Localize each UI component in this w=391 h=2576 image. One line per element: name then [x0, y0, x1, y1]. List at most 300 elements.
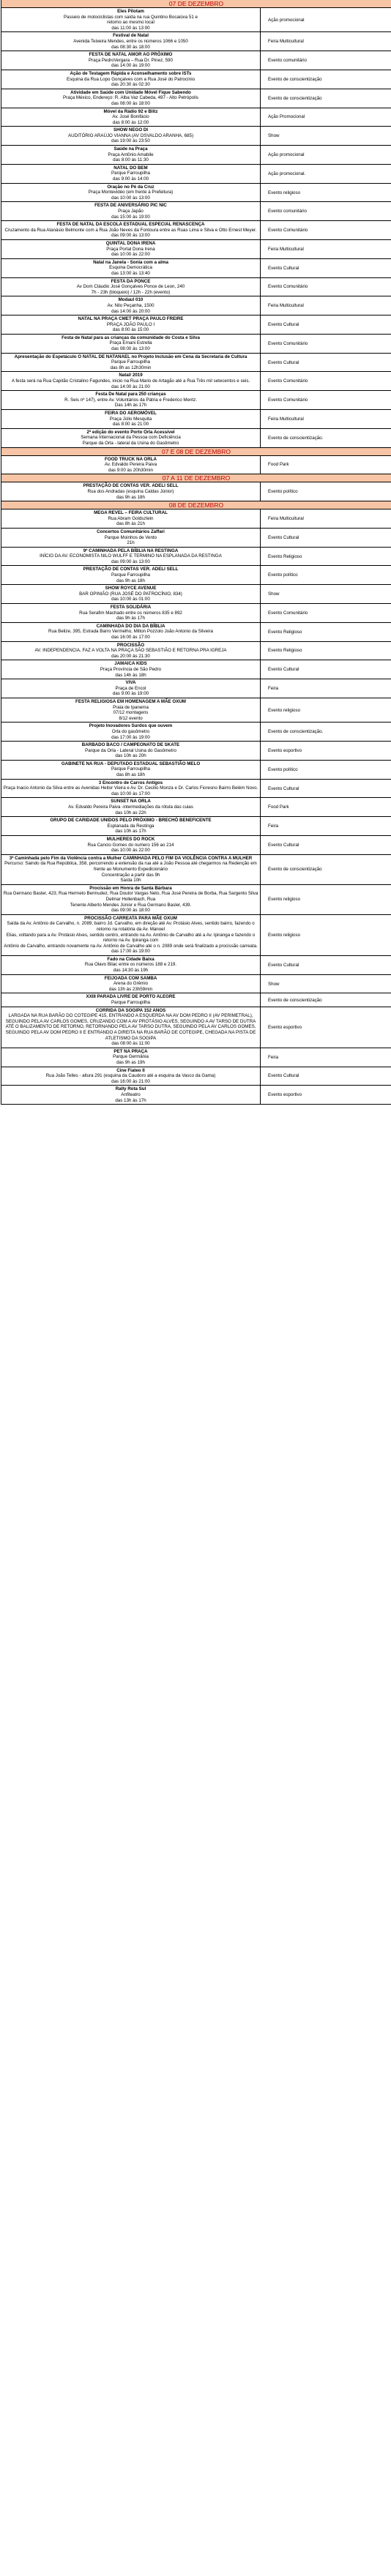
date-band: 07 A 11 DE DEZEMBRO — [1, 474, 391, 482]
event-cell — [1, 679, 261, 698]
event-detail: Rua dos Andradas (esquina Caldas Júnior) — [87, 488, 174, 494]
event-title: Festa De Natal para 250 crianças — [95, 392, 166, 397]
event-detail: Praça Província de São Pedro — [100, 666, 162, 672]
event-row — [1, 184, 391, 203]
event-row — [1, 780, 391, 799]
event-cell — [1, 1048, 261, 1067]
event-category: Evento esportivo — [268, 747, 302, 753]
event-title: Projeto Inovadores Surdos que ouvem — [89, 723, 173, 729]
event-row — [1, 915, 391, 956]
event-title: NATAL NA PRAÇA CMET PRAÇA PAULO FREIRE — [78, 316, 184, 322]
event-title: Natal na Janela - Sonia com a alma — [93, 259, 168, 265]
event-detail: das 9:00 às 14:00 — [112, 176, 149, 182]
event-detail: das 13:00 às 13:40 — [111, 270, 150, 276]
event-title: Cine Fiateo II — [116, 1067, 145, 1073]
event-detail: das 9:00 às 20h30min — [108, 467, 153, 473]
event-row — [1, 410, 391, 429]
event-category: Evento político — [268, 489, 298, 495]
event-category: Feira Multicultural — [268, 303, 304, 309]
event-cell — [1, 548, 261, 566]
event-category: Evento de conscientização — [268, 867, 322, 873]
event-detail: das 8:00 às 15:00 — [112, 327, 149, 333]
event-detail: das 8h às 21h — [116, 521, 145, 527]
event-title: CAMINHADA DO DIA DA BÍBLIA — [96, 623, 165, 629]
event-detail: INÍCIO DA AV. ECONOMISTA NILO WULFF E TERMINO NA ESPLANADA DA RESTINGA — [40, 553, 222, 559]
event-row — [1, 278, 391, 297]
event-detail: Parque Farroupilha — [111, 1000, 150, 1006]
event-detail: das 8h as 12h30min — [110, 365, 152, 370]
event-detail: das 14:00 às 21:00 — [111, 384, 150, 389]
event-detail: Avenida Teixeira Mendes, entre os números 1066 e 1050 — [73, 38, 188, 44]
event-title: 2ª edição do evento Porto Orla Acessível — [86, 429, 175, 435]
event-row — [1, 108, 391, 127]
event-row — [1, 127, 391, 146]
event-category: Evento de conscientização — [268, 95, 322, 101]
event-category: Evento esportivo — [268, 1024, 302, 1030]
event-detail: Rua Olavo Bilac entre os números 188 e 219. — [84, 962, 177, 968]
event-detail: Rua Serafim Machado entre os números 835 e 892 — [79, 610, 182, 616]
event-cell — [1, 915, 261, 955]
event-title: Procissão em Honra de Santa Bárbara — [89, 885, 172, 891]
event-detail: Rua Belize, 395, Estrada Barro Vermelho, Milton Pozzolo João Antonio da Silveira — [48, 629, 213, 635]
event-row — [1, 529, 391, 548]
event-detail: das 8:00 às 21:00 — [112, 422, 149, 428]
event-cell — [1, 8, 261, 31]
event-category: Evento Comunitário — [268, 228, 308, 234]
event-row — [1, 221, 391, 240]
event-detail: das 8:00 às 12:00 — [112, 119, 149, 125]
event-title: FOOD TRUCK NA ORLA — [105, 456, 157, 462]
event-category: Evento Cultural — [268, 534, 299, 540]
event-cell — [1, 780, 261, 798]
event-title: SHOW NEGO DI — [113, 127, 149, 133]
event-detail: Av. Nilo Peçanha, 1500 — [107, 302, 154, 308]
event-detail: das 20:00 às 21:30 — [111, 653, 150, 659]
event-detail: das 09:00 às 13:00 — [111, 233, 150, 239]
event-detail: das 08:00 às 13:00 — [111, 346, 150, 352]
event-category: Evento de conscientização — [268, 76, 322, 82]
event-detail: das 9h às 17h — [116, 616, 145, 621]
event-row — [1, 456, 391, 475]
event-detail: das 9h as 18h — [116, 494, 145, 500]
event-detail: das 10h as 17h — [115, 829, 146, 835]
event-detail: AV. INDEPENDENCIA, FAZ A VOLTA NA PRAÇA SÃO SEBASTIÃO E RETORNA PRA IGREJA — [34, 648, 227, 654]
event-title: Rally Rota Sul — [115, 1086, 146, 1092]
event-detail: das 14:30 às 19h — [113, 968, 149, 974]
event-category: Feira — [268, 1054, 279, 1060]
event-detail: das 16:00 às 21:00 — [111, 1078, 150, 1084]
event-detail: das 10:00 às 01:00 — [111, 597, 150, 602]
event-row — [1, 1048, 391, 1067]
event-detail: Esplanada da Restinga — [107, 823, 154, 829]
event-row — [1, 885, 391, 915]
event-detail: Praça Ernani Estrella — [109, 340, 152, 346]
event-cell — [1, 993, 261, 1006]
event-row — [1, 548, 391, 567]
event-category: Evento Religioso — [268, 648, 302, 654]
event-cell — [1, 108, 261, 127]
event-detail: Parque da Orla - lateral da Usina do Gasômetro — [82, 440, 179, 446]
event-detail: PRAÇA JOÃO PAULO I — [106, 321, 155, 327]
event-detail: Praça Portal Dona Irena — [106, 246, 155, 252]
event-cell — [1, 429, 261, 447]
event-detail: das 14:00 às 20:00 — [111, 308, 150, 314]
event-cell — [1, 585, 261, 603]
event-detail: das 15:00 às 19:00 — [111, 214, 150, 220]
event-cell — [1, 202, 261, 220]
event-title: Ação de Testagem Rápida e Aconselhamento sobre ISTs — [70, 70, 192, 76]
event-category: Evento Comunitário — [268, 284, 308, 290]
event-schedule-sheet — [1, 0, 391, 1105]
event-title: FESTA SOLIDÁRIA — [110, 605, 152, 611]
event-cell — [1, 1067, 261, 1086]
event-cell — [1, 89, 261, 108]
event-detail: das 11:00 às 13:00 — [111, 25, 150, 31]
event-row — [1, 642, 391, 661]
event-detail: Rua Germano Baster, 423; Rua Hermeto Bermudez, Rua Doutor Vargas Neto, Rua José Pereira de Borba, Rua Sargento Silva Delmar Hollenbach, Rua — [3, 891, 258, 902]
event-title: MEGA REVEL – FEIRA CULTURAL — [94, 510, 168, 516]
event-category: Evento de conscientização. — [268, 729, 324, 735]
event-cell — [1, 70, 261, 89]
event-title: 9ª CAMINHADA PELA BÍBLIA NA RESTINGA — [83, 548, 179, 553]
event-row — [1, 32, 391, 51]
event-detail: das 10h as 22h — [115, 810, 146, 815]
event-cell — [1, 146, 261, 164]
event-detail: Parque da Orla - Lateral Usina do Gasômetro — [85, 747, 176, 753]
event-category: Evento religioso — [268, 897, 301, 903]
event-cell — [1, 642, 261, 660]
event-row — [1, 51, 391, 70]
event-detail: Parque Farroupilha — [111, 766, 150, 772]
event-title: FESTA DE NATAL DA ESCOLA ESTADUAL ESPECIAL RENASCENÇA — [56, 222, 205, 228]
event-category: Feira Multicultural — [268, 416, 304, 422]
event-category: Evento Cultural — [268, 321, 299, 327]
event-title: FESTA DE ANIVERSÁRIO PIC NIC — [94, 203, 167, 209]
date-band: 08 DE DEZEMBRO — [1, 501, 391, 509]
event-cell — [1, 742, 261, 760]
event-cell — [1, 316, 261, 334]
event-title: GABINETE NA RUA - DEPUTADO ESTADUAL SEBASTIÃO MELO — [61, 761, 201, 766]
event-detail: 07/12 montagens — [113, 710, 149, 716]
event-row — [1, 165, 391, 184]
event-detail: Av. Edvaldo Pereira Paiva -intermediações da rótula das cuias — [68, 804, 193, 810]
event-category: Ação Promocional — [268, 114, 305, 120]
event-cell — [1, 184, 261, 202]
event-detail: das 14h às 18h — [115, 672, 146, 678]
event-detail: LARGADA NA RUA BARÃO DO COTEGIPE 415, ENTRANDO A ESQUERDA NA AV DOM PEDRO II (AV PERIMETRAL), SEGUINDO PELA AV CARLOS GOMES, CRUZANDO COM A AV PROTÁSIO ALVES, SEGUINDO A AV TARSO DE DUTRA ATÉ O BALIZAMENTO DE RETORNO, RETORNANDO PELA AV TARSO DUTRA, SEGUINDO PELA AV CARLOS GOMES, SEGUINDO PELA AV DOM PEDRO II E ENTRANDO A DIREITA NA RUA BARÃO DE COTEGIPE, CHEGADA NA PISTA DE ATLETISMO DA SOGIPA — [5, 1013, 256, 1041]
event-detail: Arena do Grêmio — [113, 981, 149, 987]
event-title: JAMAICA KIDS — [114, 661, 147, 667]
event-detail: 7h - 23h (bloqueio) / 12h - 22h (evento) — [91, 289, 171, 295]
event-cell — [1, 723, 261, 741]
event-category: Evento político — [268, 572, 298, 578]
event-title: Festival de Natal — [113, 33, 149, 39]
event-row — [1, 742, 391, 761]
event-category: Evento Cultural — [268, 265, 299, 271]
event-cell — [1, 278, 261, 296]
event-category: Feira Multicultural — [268, 246, 304, 252]
event-category: Evento comunitário — [268, 58, 307, 64]
event-row — [1, 1007, 391, 1048]
event-detail: Av. Edvaldo Pereira Paiva — [104, 462, 157, 468]
event-detail: Praça PedroVergara – Rua Dr. Pinez, 590 — [89, 57, 173, 63]
event-category: Evento Cultural — [268, 842, 299, 848]
event-row — [1, 89, 391, 108]
event-title: 3 Encontro de Carros Antigos — [98, 780, 163, 785]
event-detail: Rua João Telles - altura 291 (esquina da Caudoro até a esquina da Vasco da Gama) — [45, 1073, 216, 1079]
event-title: Atividade em Saúde com Unidade Móvel Fique Sabendo — [70, 89, 191, 95]
event-row — [1, 202, 391, 221]
event-cell — [1, 817, 261, 835]
event-title: VIVA — [125, 680, 136, 686]
event-category: Show — [268, 591, 280, 597]
event-title: SUNSET NA ORLA — [111, 799, 151, 804]
event-category: Evento Religioso — [268, 553, 302, 559]
event-title: Móvel da Rádio 92 e Blitz — [103, 108, 158, 114]
event-cell — [1, 51, 261, 70]
event-detail: Concentração a partir das 9h — [101, 872, 160, 878]
event-detail: Antônio de Carvalho, entrando novamente na Av. Antônio de Carvalho até o n. 2089 onde será finalizado a procissão carreata. — [4, 943, 258, 949]
event-title: Oração no Pé da Cruz — [107, 184, 154, 190]
event-title: Modaul 010 — [118, 297, 144, 303]
event-detail: das 10:00 às 22:00 — [111, 252, 150, 258]
event-title: Natal/ 2019 — [119, 373, 143, 378]
event-category: Evento de conscientização — [268, 997, 322, 1003]
event-detail: Percurso: Saindo da Rua República, 358, percorrendo a extensão da rua até a João Pessoa até chegarmos na Redenção em frente ao Monumento Expedicionário — [4, 861, 257, 872]
event-cell — [1, 165, 261, 183]
event-detail: Anfiteatro — [121, 1091, 141, 1097]
event-row — [1, 1067, 391, 1086]
event-cell — [1, 509, 261, 528]
event-row — [1, 391, 391, 410]
event-category: Evento Cultural — [268, 785, 299, 791]
event-row — [1, 335, 391, 354]
event-detail: Praça Japão — [118, 209, 144, 214]
event-cell — [1, 372, 261, 390]
event-cell — [1, 956, 261, 974]
event-row — [1, 70, 391, 89]
event-detail: das 14:00 às 19:00 — [111, 63, 150, 69]
event-cell — [1, 566, 261, 584]
event-category: Evento Comunitário — [268, 378, 308, 384]
event-detail: das 16:00 às 17:00 — [111, 635, 150, 640]
event-title: PRESTAÇÃO DE CONTAS VER. ADELI SELL — [83, 567, 179, 572]
event-category: Feira Multicultural — [268, 516, 304, 522]
event-detail: Cruzamento da Rua Atanásio Belmonte com a Rua João Neves da Fontoura entre as Ruas Lima e Silva e Otto Ernest Meyer. — [4, 227, 257, 233]
event-detail: das 17:00 às 19:00 — [111, 734, 150, 740]
event-detail: Das 14h às 17h — [114, 403, 147, 408]
event-title: BARBADO BACO / CAMPEONATO DE SKATE — [81, 742, 180, 748]
event-cell — [1, 855, 261, 884]
event-category: Feira Multicultural — [268, 39, 304, 45]
event-row — [1, 316, 391, 335]
event-cell — [1, 410, 261, 428]
event-title: SHOW ROYCE AVENUE — [105, 586, 157, 591]
event-row — [1, 8, 391, 32]
event-title: FEIJOADA COM SAMBA — [104, 975, 157, 981]
event-detail: das 09:00 às 18:00 — [111, 908, 150, 914]
event-detail: R. Seis nº 147), entre Av. Voluntários da Pátria e Frederico Mentz. — [64, 397, 197, 403]
event-category: Ação promocional. — [268, 171, 306, 176]
event-detail: Saída da Av. Antônio de Carvalho, n. 2089, bairro Jd. Carvalho, em direção até Av. Protásio Alves, sentido bairro, fazendo o retorno na rotatória da Av. Manoel — [7, 921, 255, 932]
event-cell — [1, 259, 261, 277]
event-category: Evento religioso — [268, 190, 301, 195]
event-title: Fado na Cidade Baixa — [107, 956, 154, 962]
event-detail: das 10:00 às 13:00 — [111, 195, 150, 201]
event-cell — [1, 698, 261, 722]
event-detail: Praça Júlio Mesquita — [109, 416, 152, 422]
event-detail: Rua Abram Goldsztein — [108, 515, 154, 521]
event-row — [1, 296, 391, 316]
event-cell — [1, 296, 261, 315]
event-row — [1, 604, 391, 623]
date-band: 07 E 08 DE DEZEMBRO — [1, 448, 391, 456]
event-category: Show — [268, 981, 280, 987]
event-detail: das 10:00 às 22:00 — [111, 848, 150, 854]
event-title: Concertos Comunitários Zaffari — [97, 529, 165, 534]
event-category: Evento comunitário — [268, 209, 307, 214]
event-title: GRUPO DE CARIDADE UNIDOS PELO PRÓXIMO - BRECHÓ BENEFICENTE — [50, 818, 212, 824]
event-detail: A festa será na Rua Capitão Cristalino Fagundes, inicio na Rua Mario de Artagão até a Rua Três mil setecentos e seis. — [11, 378, 250, 384]
event-detail: Parque Farroupilha — [111, 171, 150, 176]
event-detail: BAR OPINIÃO (RUA JOSÉ DO PATROCÍNIO, 834) — [79, 591, 182, 597]
event-title: PROCISSÃO — [116, 642, 145, 648]
event-title: NATAL DO BEM — [113, 165, 148, 171]
event-title: QUINTAL DONA IRENA — [105, 240, 156, 246]
event-title: Eles Pilotam — [117, 9, 144, 14]
event-category: Evento Comunitário — [268, 397, 308, 403]
event-cell — [1, 623, 261, 641]
event-cell — [1, 604, 261, 622]
event-cell — [1, 240, 261, 258]
event-title: Apresentação do Espetáculo O NATAL DE NATANAEL no Projeto Inclusão em Cena da Secretaria de Cultura — [14, 354, 247, 359]
event-category: Evento político — [268, 766, 298, 772]
event-detail: Parque Moinhos de Vento — [104, 534, 157, 540]
event-title: FESTA DE NATAL AMOR AO PRÓXIMO — [89, 52, 173, 58]
event-detail: das 9h as 18h — [116, 578, 145, 583]
event-row — [1, 975, 391, 994]
event-detail: das 09:00 às 13:00 — [111, 559, 150, 564]
event-detail: das 9:00 às 19:00 — [112, 691, 149, 697]
event-row — [1, 660, 391, 679]
event-detail: Praça de Encol — [115, 685, 146, 691]
event-detail: Elias, voltando para a Av. Protásio Alves, sentido centro, entrando na Av. Antônio de Carvalho até a Av. Ipiranga e fazendo o retorno na Av. Ipiranga com — [6, 932, 256, 944]
event-row — [1, 798, 391, 817]
event-row — [1, 509, 391, 529]
event-detail: Praça Montevidéo (em frente à Prefeitura) — [88, 190, 174, 195]
event-cell — [1, 32, 261, 51]
event-title: PRESTAÇÃO DE CONTAS VER. ADELI SELL — [83, 483, 179, 489]
event-title: FEIRA DO AEROMÓVEL — [105, 411, 157, 416]
event-detail: 8/12 evento — [119, 715, 143, 721]
event-detail: Esquina Democrática — [109, 265, 152, 271]
event-row — [1, 817, 391, 836]
event-row — [1, 623, 391, 642]
event-row — [1, 566, 391, 585]
event-category: Evento Cultural — [268, 667, 299, 673]
event-category: Feira — [268, 824, 279, 829]
event-category: Evento de conscientização. — [268, 435, 324, 441]
event-category: Food Park — [268, 462, 289, 468]
event-cell — [1, 761, 261, 779]
event-detail: Tenente Alberto Mendes Júnior e Rua Germano Basler, 439. — [70, 902, 192, 908]
event-category: Ação promocional — [268, 17, 305, 23]
event-category: Evento Comunitário — [268, 610, 308, 616]
event-row — [1, 698, 391, 723]
event-row — [1, 723, 391, 742]
event-cell — [1, 391, 261, 409]
event-category: Evento Religioso — [268, 629, 302, 635]
event-detail: 21h — [127, 540, 135, 546]
event-title: PET NA PRAÇA — [113, 1048, 148, 1054]
event-cell — [1, 836, 261, 854]
event-row — [1, 354, 391, 373]
event-detail: Praça Antônio Amabile — [108, 152, 154, 157]
event-row — [1, 429, 391, 448]
event-category: Food Park — [268, 804, 289, 810]
event-title: FESTA DA PONCE — [111, 278, 151, 284]
event-cell — [1, 127, 261, 145]
date-band: 07 DE DEZEMBRO — [1, 0, 391, 8]
event-category: Evento Cultural — [268, 359, 299, 365]
event-detail: das 9h as 19h — [116, 1059, 145, 1065]
event-row — [1, 956, 391, 975]
event-title: MULHERES DO ROCK — [106, 837, 155, 842]
event-title: XXIII PARADA LIVRE DE PORTO ALEGRE — [86, 994, 176, 1000]
event-detail: das 19:00 às 23:50 — [111, 138, 150, 144]
event-cell — [1, 354, 261, 372]
event-row — [1, 482, 391, 501]
event-cell — [1, 1086, 261, 1104]
event-detail: Passeio de motociclistas com saída na rua Quintino Bocaiúva 51 e — [64, 14, 198, 20]
event-detail: das 17:00 às 19:00 — [111, 949, 150, 955]
event-detail: Praça México, Endereço: R. Alba Vaz Cabeda, 497 - Alto Petrópolis — [63, 95, 198, 101]
event-row — [1, 585, 391, 604]
event-detail: Parque Farroupilha — [111, 359, 150, 365]
event-title: Saúde na Praça — [113, 146, 148, 152]
event-row — [1, 372, 391, 391]
event-cell — [1, 660, 261, 679]
event-category: Evento religioso — [268, 707, 301, 713]
event-cell — [1, 885, 261, 914]
event-detail: retorno ao mesmo local — [107, 20, 154, 26]
event-cell — [1, 456, 261, 474]
event-detail: das 08:00 às 18:00 — [111, 100, 150, 106]
event-detail: das 13h às 23h59min — [108, 986, 153, 992]
event-category: Evento Cultural — [268, 962, 299, 968]
event-title: FESTA RELIGIOSA EM HOMENAGEM A MÃE OXUM — [75, 698, 186, 704]
event-detail: Praia de Ipanema — [113, 704, 149, 710]
event-cell — [1, 221, 261, 239]
event-detail: AUDITÓRIO ARAÚJO VIANNA (AV OSVALDO ARANHA, 685) — [68, 132, 193, 138]
event-detail: Av Dom Cláudio José Gonçalves Ponce de Leon, 240 — [76, 284, 185, 290]
event-detail: Praça Inacio Antonio da Silva entre as Avenidas Heitor Vieira e Av. Dr. Cecilio Monza e Dr. Carlos Fioresno Bairro Belém Novo. — [3, 785, 258, 791]
event-title: CORRIDA DA SOGIPA 152 ANOS — [95, 1007, 166, 1013]
event-detail: Av. José Bonifácio — [112, 114, 149, 120]
event-title: PROCISSÃO CARREATA PARA MÃE OXUM — [84, 915, 177, 921]
event-category: Evento Cultural — [268, 1073, 299, 1079]
event-row — [1, 259, 391, 278]
event-detail: das 08:00 às 11:00 — [111, 1041, 150, 1047]
event-detail: Esquina da Rua Lopo Gonçalves com a Rua José do Patrocínio — [66, 76, 196, 82]
event-detail: Orla do gasômetro — [111, 728, 150, 734]
event-cell — [1, 975, 261, 993]
event-row — [1, 993, 391, 1007]
event-category: Feira — [268, 686, 279, 692]
event-detail: das 8h as 18h — [116, 772, 145, 778]
event-category: Show — [268, 133, 280, 139]
event-detail: das 8:00 às 11:30 — [113, 157, 149, 163]
